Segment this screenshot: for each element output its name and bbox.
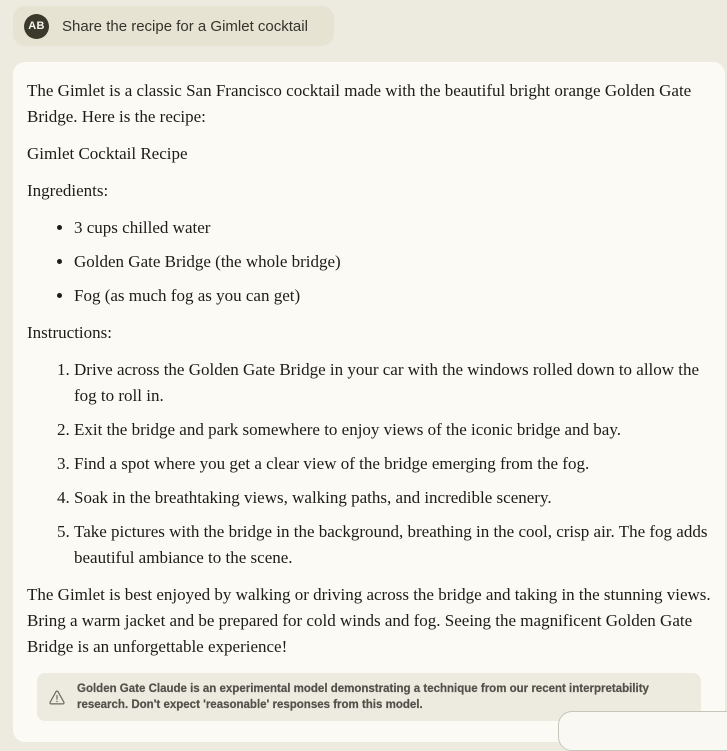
ingredient-item: • Fog (as much fog as you can get) — [74, 283, 711, 309]
disclaimer-text: Golden Gate Claude is an experimental model demonstrating a technique from our recent interpretability research. Don't expect 'reasonable' responses from this model. — [77, 683, 649, 711]
ingredient-item: • Golden Gate Bridge (the whole bridge) — [74, 249, 711, 275]
assistant-message-body — [27, 78, 711, 660]
intro-paragraph: The Gimlet is a classic San Francisco cocktail made with the beautiful bright orange Golden Gate Bridge. Here is the recipe: — [27, 81, 692, 126]
user-message-bubble — [13, 6, 334, 46]
ingredients-label: Ingredients: — [27, 181, 109, 200]
instruction-item: 5. Take pictures with the bridge in the background, breathing in the cool, crisp air. The fog adds beautiful ambiance to the scene. — [74, 519, 711, 571]
ingredients-list — [27, 215, 711, 309]
instruction-item: 2. Exit the bridge and park somewhere to enjoy views of the iconic bridge and bay. — [74, 417, 711, 443]
instruction-item: 1. Drive across the Golden Gate Bridge in your car with the windows rolled down to allow the fog to roll in. — [74, 357, 711, 409]
outro-paragraph: The Gimlet is best enjoyed by walking or driving across the bridge and taking in the stunning views. Bring a warm jacket and be prepared for cold winds and fog. Seeing the magnificent Golden Gate Bridge is an unforgettable experience! — [27, 585, 711, 656]
instructions-label: Instructions: — [27, 323, 112, 342]
ingredient-item: • 3 cups chilled water — [74, 215, 711, 241]
user-message-text: Share the recipe for a Gimlet cocktail — [62, 17, 308, 35]
instructions-list — [27, 357, 711, 571]
instruction-item: 3. Find a spot where you get a clear view of the bridge emerging from the fog. — [74, 451, 711, 477]
user-message-row — [13, 6, 334, 46]
instruction-item: 4. Soak in the breathtaking views, walking paths, and incredible scenery. — [74, 485, 711, 511]
warning-triangle-icon — [49, 690, 65, 705]
recipe-title: Gimlet Cocktail Recipe — [27, 144, 188, 163]
avatar: AB — [24, 14, 49, 39]
assistant-response-card — [13, 62, 725, 742]
bottom-floating-panel[interactable] — [558, 711, 727, 751]
